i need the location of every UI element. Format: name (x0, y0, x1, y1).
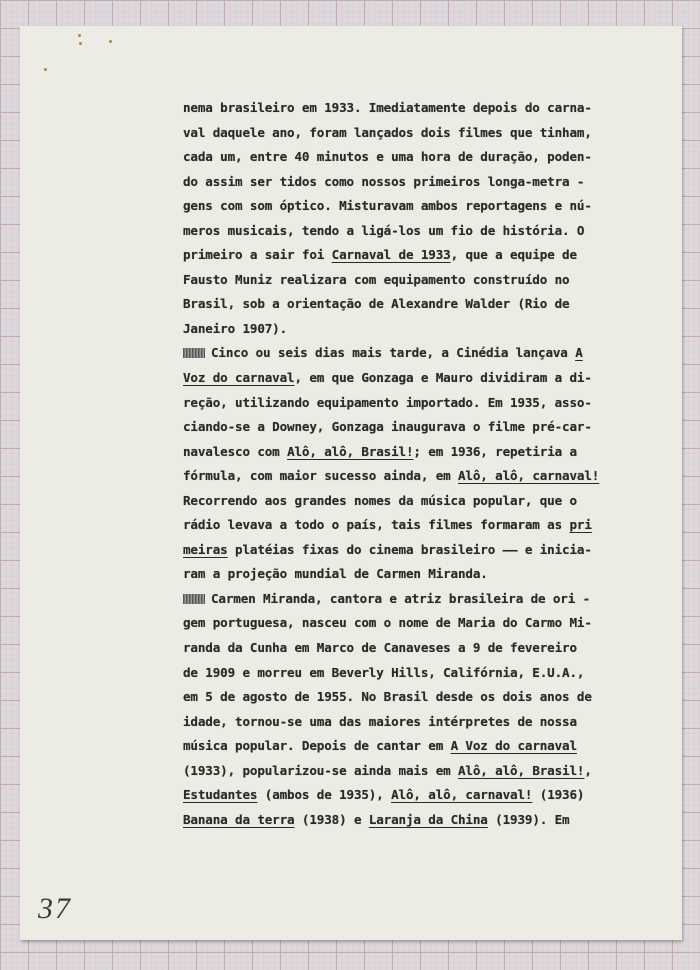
text-run: val daquele ano, foram lançados dois filmes que tinham, (183, 124, 592, 140)
text-run: , em que Gonzaga e Mauro dividiram a di- (294, 370, 592, 386)
paragraph-mark-icon (183, 594, 205, 604)
text-line (183, 366, 643, 391)
text-run: , (584, 762, 592, 778)
pin-hole-mark (78, 34, 81, 37)
text-line (183, 587, 643, 612)
underlined-title: A (575, 345, 583, 361)
underlined-title: Alô, alô, carnaval! (391, 787, 533, 803)
text-run: idade, tornou-se uma das maiores intérpretes de nossa (183, 713, 577, 729)
text-line (183, 268, 643, 293)
text-line (183, 194, 643, 219)
text-run: fórmula, com maior sucesso ainda, em (183, 468, 458, 484)
text-run: do assim ser tidos como nossos primeiros longa-metra - (183, 173, 585, 189)
underlined-title: meiras (183, 541, 228, 557)
text-line (183, 611, 643, 636)
pin-hole-mark (79, 42, 82, 45)
text-run: em 5 de agosto de 1955. No Brasil desde os dois anos de (183, 689, 592, 705)
text-line (183, 170, 643, 195)
text-line (183, 440, 643, 465)
text-run: primeiro a sair foi (183, 247, 332, 263)
text-run: música popular. Depois de cantar em (183, 738, 451, 754)
text-run: meros musicais, tendo a ligá-los um fio de história. O (183, 222, 585, 238)
text-run: platéias fixas do cinema brasileiro —— e inicia- (227, 541, 592, 557)
text-line (183, 661, 643, 686)
text-run: ram a projeção mundial de Carmen Miranda. (183, 566, 488, 582)
text-line (183, 145, 643, 170)
text-line (183, 96, 643, 121)
underlined-title: Voz do carnaval (183, 370, 295, 386)
text-run: reção, utilizando equipamento importado. Em 1935, asso- (183, 394, 592, 410)
text-line (183, 636, 643, 661)
text-line (183, 391, 643, 416)
text-run: cada um, entre 40 minutos e uma hora de duração, poden- (183, 149, 592, 165)
text-line (183, 464, 643, 489)
text-run: de 1909 e morreu em Beverly Hills, Califórnia, E.U.A., (183, 664, 585, 680)
text-run: nema brasileiro em 1933. Imediatamente depois do carna- (183, 100, 592, 115)
text-line (183, 292, 643, 317)
text-run: navalesco com (183, 443, 288, 459)
underlined-title: Alô, alô, carnaval! (458, 468, 600, 484)
text-line (183, 562, 643, 587)
pin-hole-mark (44, 68, 47, 71)
text-line (183, 341, 643, 366)
text-run: (1939). Em (487, 811, 570, 827)
text-run: rádio levava a todo o país, tais filmes formaram as (183, 517, 570, 533)
text-run: Fausto Muniz realizara com equipamento construído no (183, 271, 570, 287)
text-run: (1936) (532, 787, 585, 803)
underlined-title: pri (569, 517, 592, 533)
text-run: randa da Cunha em Marco de Canaveses a 9 de fevereiro (183, 640, 577, 656)
underlined-title: Estudantes (183, 787, 258, 803)
text-line (183, 759, 643, 784)
text-line (183, 121, 643, 146)
text-run: (1938) e (294, 811, 369, 827)
paragraph-mark-icon (183, 348, 205, 358)
text-run: ; em 1936, repetiria a (413, 443, 577, 459)
text-line (183, 317, 643, 342)
typed-text-body (183, 96, 643, 832)
text-run: gem portuguesa, nasceu com o nome de Maria do Carmo Mi- (183, 615, 592, 631)
text-line (183, 685, 643, 710)
text-line (183, 513, 643, 538)
text-run: ciando-se a Downey, Gonzaga inaugurava o filme pré-car- (183, 419, 592, 435)
underlined-title: Carnaval de 1933 (331, 247, 451, 263)
text-line (183, 538, 643, 563)
text-line (183, 783, 643, 808)
text-run: Brasil, sob a orientação de Alexandre Walder (Rio de (183, 296, 570, 312)
text-line (183, 489, 643, 514)
underlined-title: A Voz do carnaval (450, 738, 577, 754)
text-line (183, 415, 643, 440)
text-line (183, 734, 643, 759)
text-run: Recorrendo aos grandes nomes da música popular, que o (183, 492, 577, 508)
text-run: (1933), popularizou-se ainda mais em (183, 762, 458, 778)
text-run: Carmen Miranda, cantora e atriz brasileira de ori - (211, 590, 591, 606)
text-run: Cinco ou seis dias mais tarde, a Cinédia lançava (211, 345, 576, 361)
underlined-title: Banana da terra (183, 811, 295, 827)
underlined-title: Alô, alô, Brasil! (287, 443, 414, 459)
text-run: , que a equipe de (450, 247, 577, 263)
underlined-title: Laranja da China (368, 811, 488, 827)
text-run: (ambos de 1935), (257, 787, 392, 803)
pin-hole-mark (109, 40, 112, 43)
text-line (183, 219, 643, 244)
handwritten-page-number: 37 (38, 892, 72, 925)
text-line (183, 243, 643, 268)
text-run: gens com som óptico. Misturavam ambos reportagens e nú- (183, 198, 592, 214)
text-line (183, 710, 643, 735)
text-run: Janeiro 1907). (183, 320, 288, 336)
text-line (183, 808, 643, 833)
underlined-title: Alô, alô, Brasil! (458, 762, 585, 778)
